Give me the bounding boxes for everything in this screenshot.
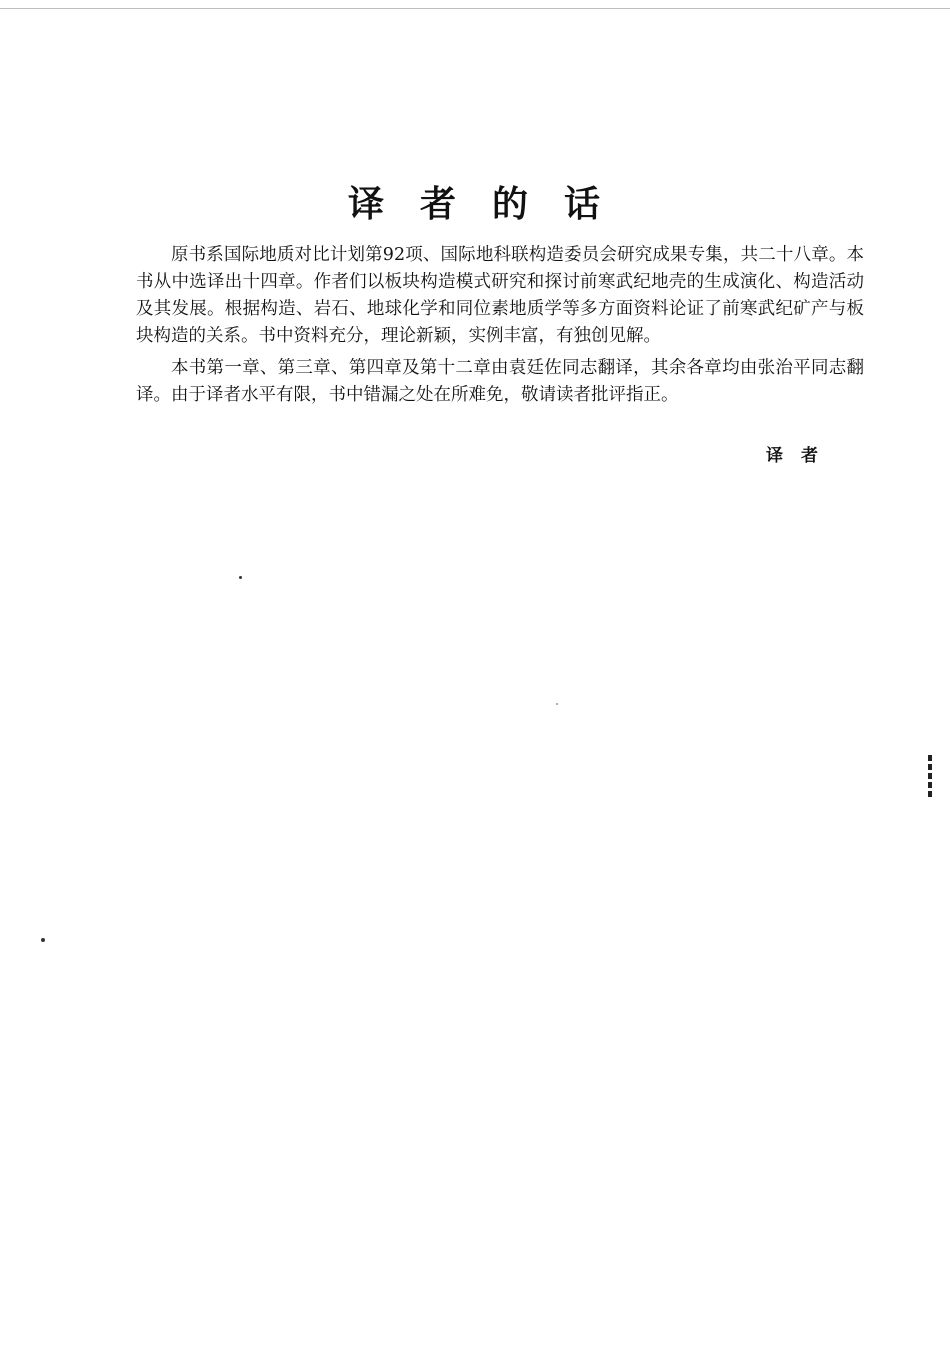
scan-speck [239,576,242,579]
scan-speck [41,938,45,942]
paragraph-2: 本书第一章、第三章、第四章及第十二章由袁廷佐同志翻译，其余各章均由张治平同志翻译。由于译者水平有限，书中错漏之处在所难免，敬请读者批评指正。 [136,358,864,405]
top-border-line [0,8,950,9]
scan-edge-marks [928,755,932,797]
page-title: 译者的话 [347,183,636,225]
scan-speck [556,703,558,705]
preface-body [136,242,864,414]
translator-signature: 译者 [766,446,836,466]
paragraph-1: 原书系国际地质对比计划第92项、国际地科联构造委员会研究成果专集，共二十八章。本书从中选译出十四章。作者们以板块构造模式研究和探讨前寒武纪地壳的生成演化、构造活动及其发展。根据构造、岩石、地球化学和同位素地质学等多方面资料论证了前寒武纪矿产与板块构造的关系。书中资料充分，理论新颖，实例丰富，有独创见解。 [136,245,864,346]
